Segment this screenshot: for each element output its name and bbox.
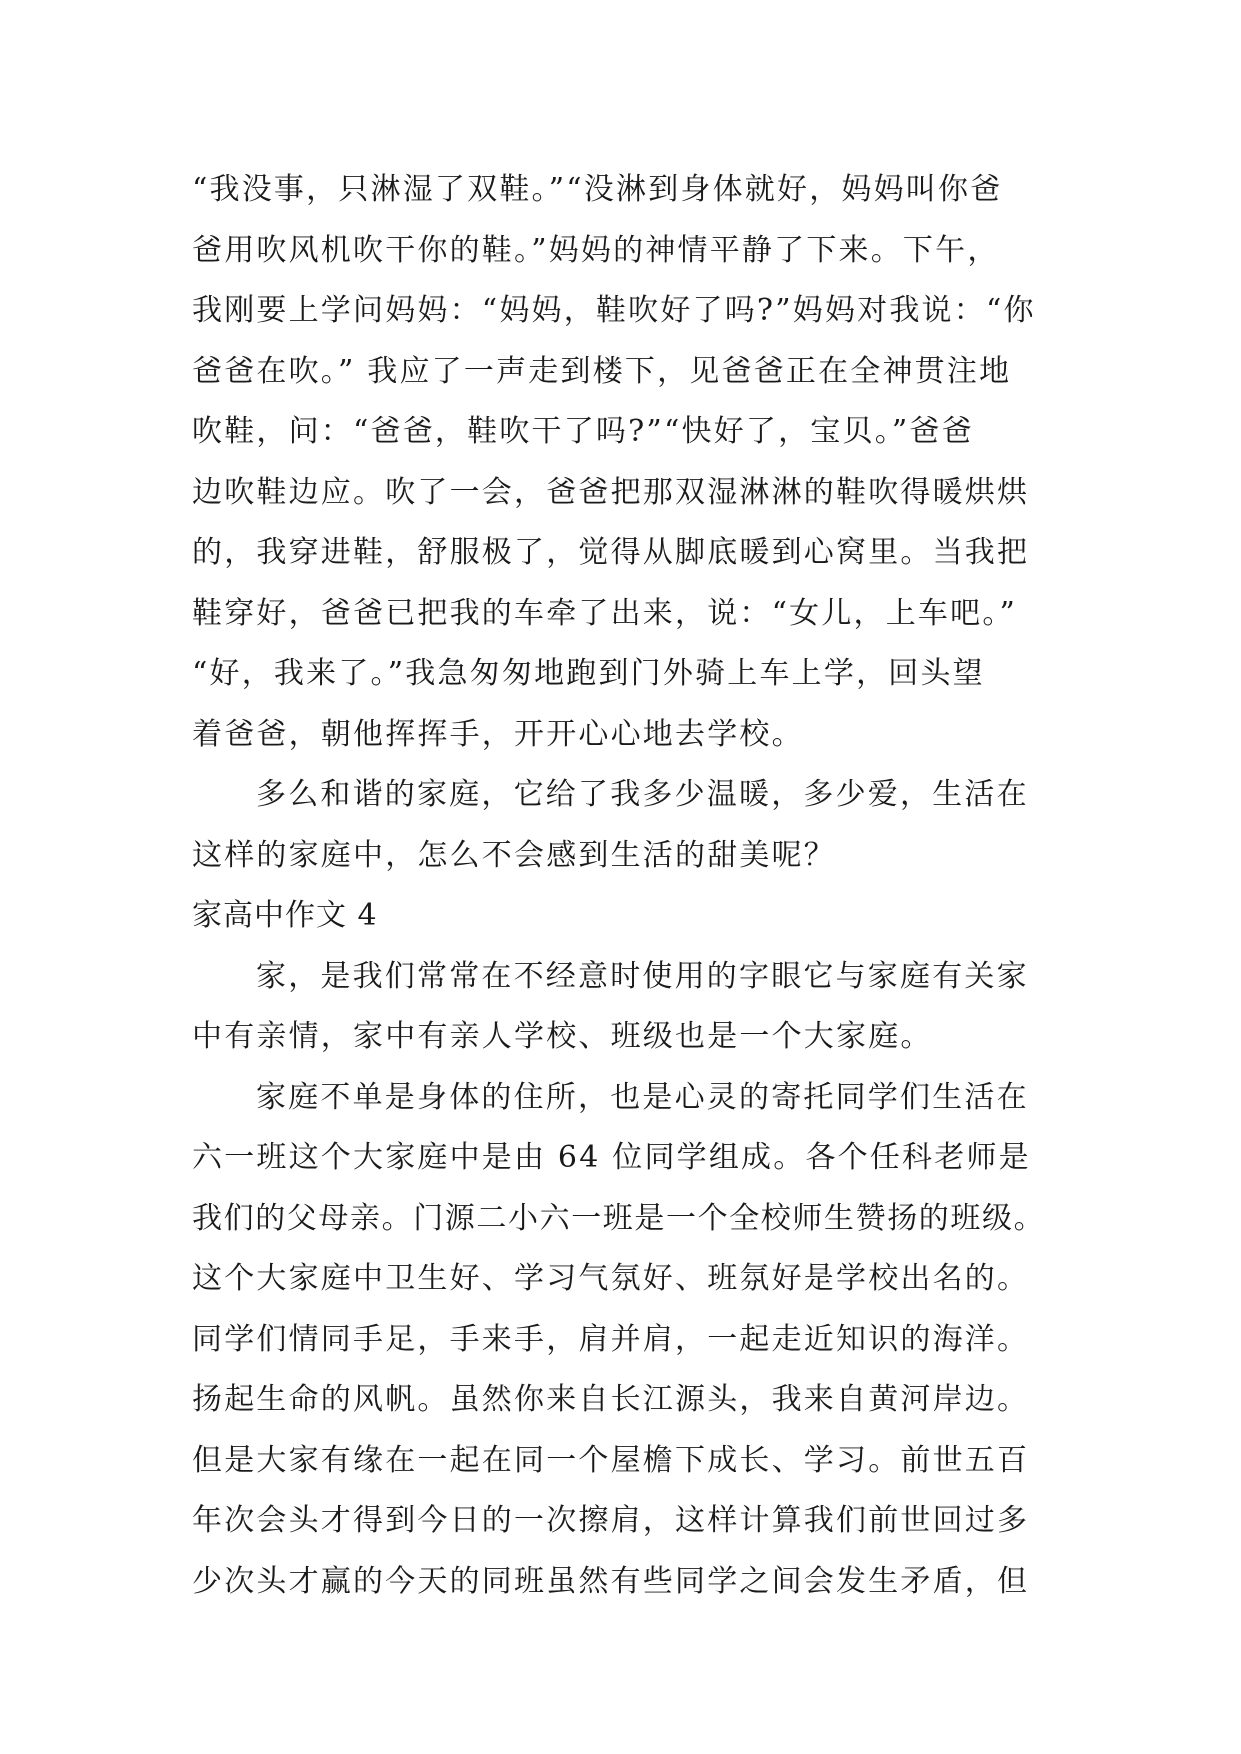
text-line: 鞋穿好，爸爸已把我的车牵了出来，说：“女儿，上车吧。” xyxy=(192,595,1018,631)
text-line: 六一班这个大家庭中是由 64 位同学组成。各个任科老师是 xyxy=(192,1140,1031,1175)
text-line: 吹鞋，问：“爸爸，鞋吹干了吗?”“快好了，宝贝。”爸爸 xyxy=(192,414,974,449)
text-line: 少次头才赢的今天的同班虽然有些同学之间会发生矛盾，但 xyxy=(192,1563,1030,1599)
text-line: 边吹鞋边应。吹了一会，爸爸把那双湿淋淋的鞋吹得暖烘烘 xyxy=(192,474,1030,510)
text-line: 中有亲情，家中有亲人学校、班级也是一个大家庭。 xyxy=(192,1019,933,1054)
text-line: 的，我穿进鞋，舒服极了，觉得从脚底暖到心窝里。当我把 xyxy=(192,535,1030,570)
paragraph-first-line: 家，是我们常常在不经意时使用的字眼它与家庭有关家 xyxy=(256,958,1029,994)
text-line: 扬起生命的风帆。虽然你来自长江源头，我来自黄河岸边。 xyxy=(192,1382,1030,1417)
text-line: 这样的家庭中，怎么不会感到生活的甜美呢？ xyxy=(192,837,836,873)
text-line: 但是大家有缘在一起在同一个屋檐下成长、学习。前世五百 xyxy=(192,1442,1030,1478)
text-line: “好，我来了。”我急匆匆地跑到门外骑上车上学，回头望 xyxy=(192,656,985,691)
text-line: 着爸爸，朝他挥挥手，开开心心地去学校。 xyxy=(192,716,804,752)
text-line: 爸用吹风机吹干你的鞋。”妈妈的神情平静了下来。下午， xyxy=(192,232,1000,268)
paragraph-first-line: 多么和谐的家庭，它给了我多少温暖，多少爱，生活在 xyxy=(256,777,1029,812)
text-line: “我没事，只淋湿了双鞋。”“没淋到身体就好，妈妈叫你爸 xyxy=(192,172,1003,207)
text-line: 年次会头才得到今日的一次擦肩，这样计算我们前世回过多 xyxy=(192,1503,1030,1538)
document-body xyxy=(192,160,1050,1612)
text-line: 爸爸在吹。” 我应了一声走到楼下，见爸爸正在全神贯注地 xyxy=(192,353,1012,389)
text-line: 我刚要上学问妈妈：“妈妈，鞋吹好了吗?”妈妈对我说：“你 xyxy=(192,293,1036,328)
text-line: 这个大家庭中卫生好、学习气氛好、班氛好是学校出名的。 xyxy=(192,1261,1030,1296)
text-line: 同学们情同手足，手来手，肩并肩，一起走近知识的海洋。 xyxy=(192,1321,1030,1357)
text-line: 我们的父母亲。门源二小六一班是一个全校师生赞扬的班级。 xyxy=(192,1200,1046,1236)
section-heading: 家高中作文 4 xyxy=(192,898,378,933)
paragraph-first-line: 家庭不单是身体的住所，也是心灵的寄托同学们生活在 xyxy=(256,1079,1029,1115)
